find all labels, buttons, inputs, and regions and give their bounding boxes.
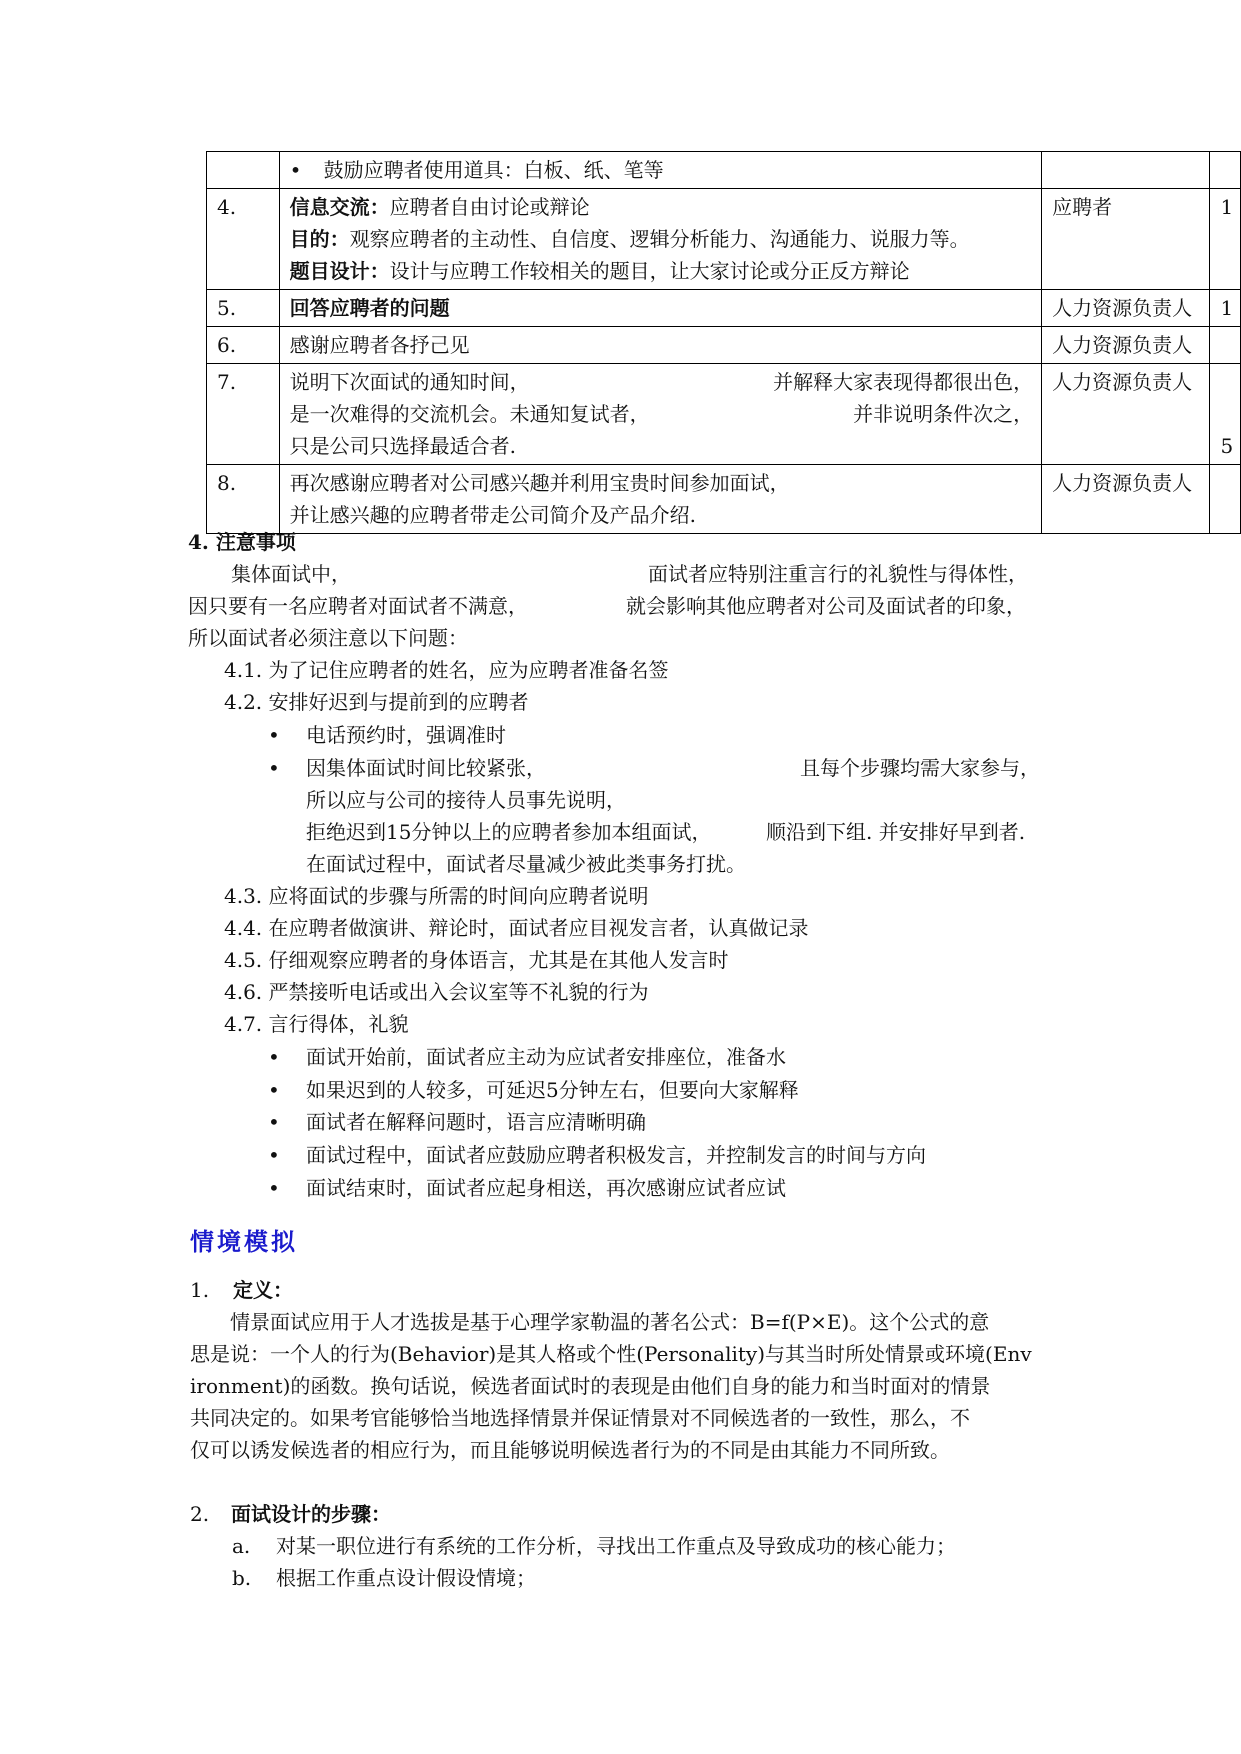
row-number: 6. — [207, 327, 280, 364]
row-description: 说明下次面试的通知时间， 并解释大家表现得都很出色， 是一次难得的交流机会。未通知复试者， 并非说明条件次之， 只是公司只选择最适合者. — [279, 364, 1042, 465]
note-bullet: 面试开始前，面试者应主动为应试者安排座位，准备水 — [306, 1045, 786, 1069]
table-row — [207, 327, 1241, 364]
steps-label: 面试设计的步骤： — [231, 1502, 391, 1526]
notes-heading: 4. 注意事项 — [188, 530, 296, 554]
note-item: 4.3. 应将面试的步骤与所需的时间向应聘者说明 — [224, 884, 649, 908]
note-bullet: 所以应与公司的接待人员事先说明， — [306, 788, 626, 812]
note-bullet: 因集体面试时间比较紧张， — [306, 756, 546, 780]
bullet-icon: • — [268, 1110, 280, 1134]
row-extra — [1210, 152, 1241, 189]
bullet-icon: • — [268, 723, 280, 747]
table-row — [207, 189, 1241, 290]
table-row — [207, 364, 1241, 465]
row-number: 5. — [207, 290, 280, 327]
row-responsible: 人力资源负责人 — [1042, 364, 1210, 465]
row-extra: 5 — [1210, 364, 1241, 465]
bullet-icon: • — [289, 158, 302, 182]
row-description: 再次感谢应聘者对公司感兴趣并利用宝贵时间参加面试， 并让感兴趣的应聘者带走公司简介及产品介绍. — [279, 465, 1042, 534]
row-responsible: 人力资源负责人 — [1042, 327, 1210, 364]
row-description: • 鼓励应聘者使用道具：白板、纸、笔等 — [279, 152, 1042, 189]
row-extra — [1210, 327, 1241, 364]
notes-intro: 因只要有一名应聘者对面试者不满意， — [188, 594, 528, 618]
note-bullet: 面试过程中，面试者应鼓励应聘者积极发言，并控制发言的时间与方向 — [306, 1143, 926, 1167]
row-responsible: 应聘者 — [1042, 189, 1210, 290]
row-number: 4. — [207, 189, 280, 290]
step-text: 对某一职位进行有系统的工作分析，寻找出工作重点及导致成功的核心能力； — [276, 1534, 956, 1558]
row-description: 感谢应聘者各抒己见 — [279, 327, 1042, 364]
row-extra: 1 — [1210, 290, 1241, 327]
note-bullet: 在面试过程中，面试者尽量减少被此类事务打扰。 — [306, 852, 746, 876]
note-item: 4.2. 安排好迟到与提前到的应聘者 — [224, 690, 529, 714]
note-item: 4.5. 仔细观察应聘者的身体语言，尤其是在其他人发言时 — [224, 948, 729, 972]
bullet-icon: • — [268, 1045, 280, 1069]
note-bullet: 顺沿到下组. 并安排好早到者. — [766, 820, 1026, 844]
row-responsible — [1042, 152, 1210, 189]
steps-table — [206, 151, 1241, 534]
row-number: 7. — [207, 364, 280, 465]
note-item: 4.1. 为了记住应聘者的姓名，应为应聘者准备名签 — [224, 658, 669, 682]
row-description: 回答应聘者的问题 — [279, 290, 1042, 327]
row-extra: 1 — [1210, 189, 1241, 290]
row-extra — [1210, 465, 1241, 534]
step-mark: b. — [232, 1566, 252, 1590]
definition-line: ironment)的函数。换句话说，候选者面试时的表现是由他们自身的能力和当时面对的情景 — [190, 1374, 991, 1398]
table-row — [207, 290, 1241, 327]
note-item: 4.7. 言行得体，礼貌 — [224, 1012, 409, 1036]
row-number: 8. — [207, 465, 280, 534]
note-bullet: 且每个步骤均需大家参与， — [800, 756, 1040, 780]
row-responsible: 人力资源负责人 — [1042, 465, 1210, 534]
definition-line: 共同决定的。如果考官能够恰当地选择情景并保证情景对不同候选者的一致性，那么，不 — [190, 1406, 970, 1430]
notes-intro: 面试者应特别注重言行的礼貌性与得体性， — [648, 562, 1028, 586]
note-item: 4.4. 在应聘者做演讲、辩论时，面试者应目视发言者，认真做记录 — [224, 916, 809, 940]
note-bullet: 拒绝迟到15分钟以上的应聘者参加本组面试， — [306, 820, 712, 844]
definition-label: 定义： — [233, 1278, 293, 1302]
note-bullet: 面试者在解释问题时，语言应清晰明确 — [306, 1110, 646, 1134]
step-mark: a. — [232, 1534, 251, 1558]
table-row — [207, 465, 1241, 534]
row-responsible: 人力资源负责人 — [1042, 290, 1210, 327]
definition-line: 情景面试应用于人才选拔是基于心理学家勒温的著名公式：B=f(P×E)。这个公式的意 — [230, 1310, 990, 1334]
note-item: 4.6. 严禁接听电话或出入会议室等不礼貌的行为 — [224, 980, 649, 1004]
definition-line: 仅可以诱发候选者的相应行为，而且能够说明候选者行为的不同是由其能力不同所致。 — [190, 1438, 950, 1462]
notes-intro: 所以面试者必须注意以下问题： — [188, 626, 468, 650]
steps-number: 2. — [190, 1502, 210, 1526]
note-bullet: 如果迟到的人较多，可延迟5分钟左右，但要向大家解释 — [306, 1078, 799, 1102]
note-bullet: 电话预约时，强调准时 — [306, 723, 506, 747]
definition-number: 1. — [190, 1278, 210, 1302]
bullet-icon: • — [268, 1176, 280, 1200]
definition-line: 思是说：一个人的行为(Behavior)是其人格或个性(Personality)与其当时所处情景或环境(Env — [190, 1342, 1032, 1366]
step-text: 根据工作重点设计假设情境； — [276, 1566, 536, 1590]
row-number — [207, 152, 280, 189]
section-title: 情境模拟 — [190, 1227, 298, 1256]
notes-intro: 集体面试中， — [231, 562, 351, 586]
note-bullet: 面试结束时，面试者应起身相送，再次感谢应试者应试 — [306, 1176, 786, 1200]
bullet-icon: • — [268, 756, 280, 780]
bullet-icon: • — [268, 1078, 280, 1102]
row-description: 信息交流：应聘者自由讨论或辩论 目的：观察应聘者的主动性、自信度、逻辑分析能力、沟通能力、说服力等。 题目设计：设计与应聘工作较相关的题目，让大家讨论或分正反方辩论 — [279, 189, 1042, 290]
table-row — [207, 152, 1241, 189]
bullet-icon: • — [268, 1143, 280, 1167]
notes-intro: 就会影响其他应聘者对公司及面试者的印象， — [626, 594, 1026, 618]
